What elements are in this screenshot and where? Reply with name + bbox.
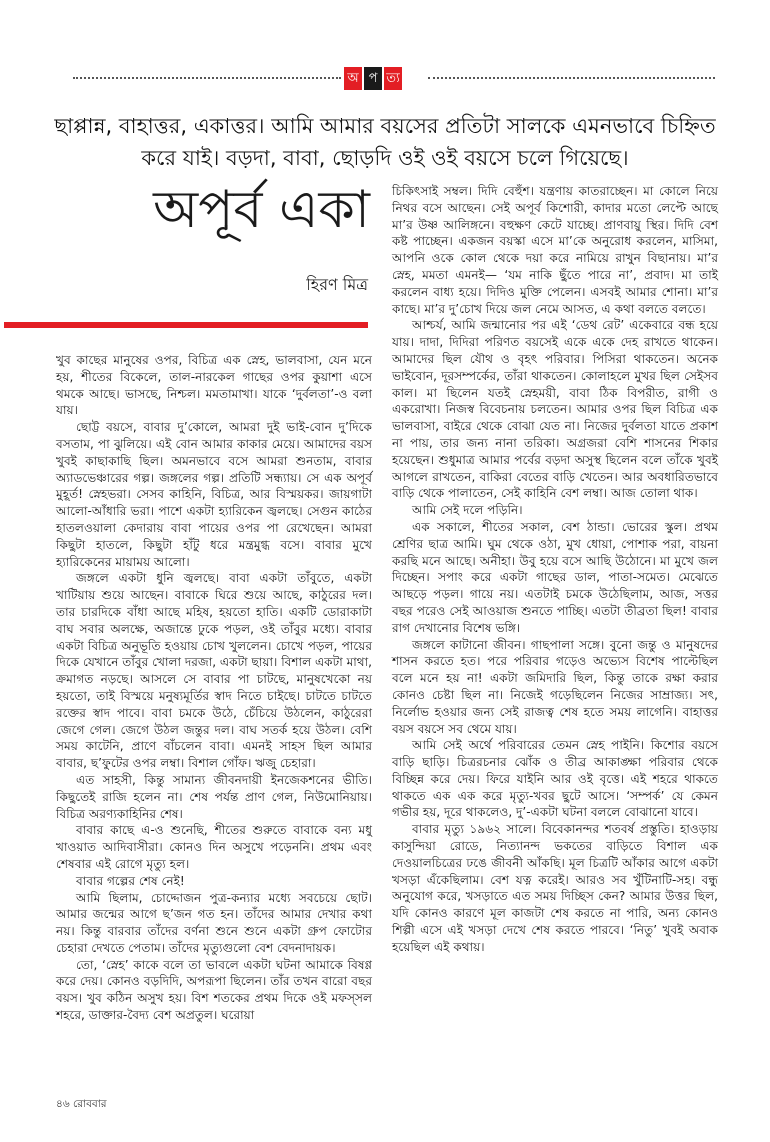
paragraph: আমি সেই অর্থে পরিবারের তেমন স্নেহ পাইনি। কিশোর বয়সে বাড়ি ছাড়ি। চিত্ররচনার ঝোঁক ও তীব্র আকাঙ্ক্ষা পরিবার থেকে বিচ্ছিন্ন করে দেয়। ফিরে যাইনি আর ওই বৃত্তে। এই শহরে থাকতে থাকতে এক এক করে মৃত্যু-খবর ছুটে আসে। ‘সম্পর্ক’ যে কেমন গভীর হয়, দূরে থাকলেও, দু’-একটা ঘটনা বললে বোঝানো যাবে। bbox=[392, 738, 718, 820]
page-footer bbox=[56, 1097, 107, 1114]
paragraph: তো, ‘স্নেহ’ কাকে বলে তা ভাবলে একটা ঘটনা আমাকে বিষণ্ণ করে দেয়। কোনও বড়দিদি, অপরূপা ছিলেন। তাঁর তখন বারো বছর বয়স। খুব কঠিন অসুখ হয়। বিশ শতকের প্রথম দিকে ওই মফস্‌সল শহরে, ডাক্তার-বৈদ্য বেশ অপ্রতুল। ঘরোয়া bbox=[56, 957, 372, 1023]
paragraph: বাবার গল্পের শেষ নেই! bbox=[76, 873, 185, 888]
right-column bbox=[392, 183, 718, 956]
section-tag-letter: অ bbox=[344, 67, 362, 90]
dotted-divider-right bbox=[428, 77, 715, 79]
article-title: অপূর্ব একা bbox=[153, 180, 370, 240]
section-tag-letter: ত্য bbox=[384, 67, 402, 90]
paragraph: এত সাহসী, কিন্তু সামান্য জীবনদায়ী ইনজেকশনের ভীতি। কিছুতেই রাজি হলেন না। শেষ পর্যন্ত প্রাণ গেল, নিউমোনিয়ায়। বিচিত্র অরণ্যকাহিনির শেষ। bbox=[56, 772, 372, 821]
paragraph: খুব কাছের মানুষের ওপর, বিচিত্র এক স্নেহ, ভালবাসা, যেন মনে হয়, শীতের বিকেলে, তাল-নারকেল গাছের ওপর কুয়াশা এসে থমকে আছে। ভাসছে, নিশ্চল। মমতামাখা। যাকে ‘দুর্বলতা’-ও বলা যায়। bbox=[56, 353, 372, 418]
left-column bbox=[56, 352, 372, 1024]
paragraph: ছোট্ট বয়সে, বাবার দু’কোলে, আমরা দুই ভাই-বোন দু’দিকে বসতাম, পা ঝুলিয়ে। এই বোন আমার কাকার মেয়ে। আমাদের বয়স খুবই কাছাকাছি ছিল। অমনভাবে বসে আমরা শুনতাম, বাবার অ্যাডভেঞ্চারের গল্প। জঙ্গলের গল্প। প্রতিটি সন্ধ্যায়। সে এক অপূর্ব মুহূর্ত! স্নেহভরা। সেসব কাহিনি, বিচিত্র, আর বিস্ময়কর। জায়গাটা আলো-আঁধারি ভরা। পাশে একটা হ্যারিকেন জ্বলছে। সেগুন কাঠের হাতলওয়ালা কেদারায় বাবা পায়ের ওপর পা রেখেছেন। আমরা কিছুটা হাতলে, কিছুটা হাঁটু ধরে মন্ত্রমুগ্ধ বসে। বাবার মুখে হ্যারিকেনের মায়াময় আলো। bbox=[56, 420, 372, 569]
publication-name: রোববার bbox=[72, 1098, 107, 1110]
paragraph: বাবার কাছে এ-ও শুনেছি, শীতের শুরুতে বাবাকে বন্য মধু খাওয়াত আদিবাসীরা। কোনও দিন অসুখে পড়েননি। প্রথম এবং শেষবার এই রোগে মৃত্যু হল। bbox=[56, 823, 372, 871]
paragraph: আমি সেই দলে পড়িনি। bbox=[412, 503, 523, 518]
author-byline: হিরণ মিত্র bbox=[306, 275, 368, 294]
lead-quote: ছাপ্পান্ন, বাহাত্তর, একাত্তর। আমি আমার বয়সের প্রতিটা সালকে এমনভাবে চিহ্নিত করে যাই। বড়দা, বাবা, ছোড়দি ওই ওই বয়সে চলে গিয়েছে। bbox=[54, 114, 716, 170]
page-number: ৪৬ bbox=[56, 1098, 70, 1110]
paragraph: জঙ্গলে কাটানো জীবন। গাছপালা সঙ্গে। বুনো জন্তু ও মানুষদের শাসন করতে হত। পরে পরিবার গড়েও অভ্যেস বিশেষ পাল্টেছিল বলে মনে হয় না! একটা জমিদারি ছিল, কিন্তু তাকে রক্ষা করার কোনও চেষ্টা ছিল না। নিজেই গড়েছিলেন নিজের সাম্রাজ্য। সৎ, নির্লোভ হওয়ার জন্য সেই রাজত্ব শেষ হতে সময় লাগেনি। বাহাত্তর বয়স বয়সে সব থেমে যায়। bbox=[392, 637, 718, 736]
section-tag-letter: প bbox=[364, 67, 382, 90]
paragraph: আমি ছিলাম, চোদ্দোজন পুত্র-কন্যার মধ্যে সবচেয়ে ছোট। আমার জন্মের আগে ছ’জন গত হন। তাঁদের আমার দেখার কথা নয়। কিন্তু বারবার তাঁদের বর্ণনা শুনে শুনে একটা গ্রুপ ফোটোর চেহারা দেখতে পেতাম। তাঁদের মৃত্যুগুলো বেশ বেদনাদায়ক। bbox=[56, 890, 372, 955]
paragraph: চিকিৎসাই সম্বল। দিদি বেহুঁশ। যন্ত্রণায় কাতরাচ্ছেন। মা কোলে নিয়ে নিথর বসে আছেন। সেই অপূর্ব কিশোরী, কাদার মতো লেপ্টে আছে মা’র উষ্ণ আলিঙ্গনে। বহুক্ষণ কেটে যাচ্ছে। প্রাণবায়ু স্থির। দিদি বেশ কষ্ট পাচ্ছেন। একজন বয়স্কা এসে মা’কে অনুরোধ করলেন, মাসিমা, আপনি ওকে কোল থেকে দয়া করে নামিয়ে রাখুন বিছানায়। মা’র স্নেহ, মমতা এমনই— ‘যম নাকি ছুঁতে পারে না’, প্রবাদ। মা তাই করলেন বাধ্য হয়ে। দিদিও মুক্তি পেলেন। এসবই আমার শোনা। মা’র কাছে। মা’র দু’চোখ দিয়ে জল নেমে আসত, এ কথা বলতে বলতে। bbox=[392, 184, 718, 316]
paragraph: জঙ্গলে একটা ধুনি জ্বলছে। বাবা একটা তাঁবুতে, একটা খাটিয়ায় শুয়ে আছেন। বাবাকে ঘিরে শুয়ে আছে, কাঠুরের দল। তার চারদিকে বাঁধা আছে মহিষ, হয়তো হাতি। একটি ডোরাকাটা বাঘ সবার অলক্ষে, অজান্তে ঢুকে পড়ল, ওই তাঁবুর মধ্যে। বাবার একটা বিচিত্র অনুভূতি হওয়ায় চোখ খুললেন। চোখে পড়ল, পায়ের দিকে যেখানে তাঁবুর খোলা দরজা, একটা ছায়া। বিশাল একটা মাথা, ক্রমাগত নড়ছে। আসলে সে বাবার পা চাটছে, মানুষখেকো নয় হয়তো, তাই বিস্ময়ে মনুষ্যমূর্তির স্বাদ নিতে চাইছে। চাটতে চাটতে রক্তের স্বাদ পাবে। বাবা চমকে উঠে, চেঁচিয়ে উঠলেন, কাঠুরেরা জেগে গেল। জেগে উঠল জন্তুর দল। বাঘ সতর্ক হয়ে উঠল। বেশি সময় কাটেনি, প্রাণে বাঁচলেন বাবা। এমনই সাহস ছিল আমার বাবার, ছ’ফুটের ওপর লম্বা। বিশাল গোঁফ। ঋজু চেহারা। bbox=[56, 571, 372, 771]
paragraph: আশ্চর্য, আমি জন্মানোর পর এই ‘ডেথ রেট’ একেবারে বন্ধ হয়ে যায়। দাদা, দিদিরা পরিণত বয়সেই একে একে দেহ রাখতে থাকেন। আমাদের ছিল যৌথ ও বৃহৎ পরিবার। পিসিরা থাকতেন। অনেক ভাইবোন, দূরসম্পর্কের, তাঁরা থাকতেন। কোলাহলে মুখর ছিল সেইসব কাল। মা ছিলেন যতই স্নেহময়ী, বাবা ঠিক বিপরীত, রাগী ও একরোখা। নিজস্ব বিবেচনায় চলতেন। আমার ওপর ছিল বিচিত্র এক ভালবাসা, বাইরে থেকে বোঝা যেত না। নিজের দুর্বলতা যাতে প্রকাশ না পায়, তার জন্য নানা তরিকা। অগ্রজরা বেশি শাসনের শিকার হয়েছেন। শুধুমাত্র আমার পর্বের বড়দা অসুস্থ ছিলেন বলে তাঁকে খুবই আগলে রাখতেন, বাকিরা বেতের বাড়ি খেতেন। আর অবধারিতভাবে বাড়ি থেকে পালাতেন, সেই কাহিনি বেশ লম্বা। আজ তোলা থাক। bbox=[392, 318, 718, 501]
section-tag bbox=[344, 67, 402, 90]
dotted-divider-left bbox=[73, 77, 341, 79]
paragraph: এক সকালে, শীতের সকাল, বেশ ঠান্ডা। ভোরের স্কুল। প্রথম শ্রেণির ছাত্র আমি। ঘুম থেকে ওঠা, মুখ ধোয়া, পোশাক পরা, বায়না করছি মনে আছে। অনীহা। উবু হয়ে বসে আছি উঠোনে। মা মুখে জল দিচ্ছেন। সপাং করে একটা গাছের ডাল, পাতা-সমেত। মেঝেতে আছড়ে পড়ল। গায়ে নয়। এতটাই চমকে উঠেছিলাম, আজ, সত্তর বছর পরেও সেই আওয়াজ শুনতে পাচ্ছি। এতটা তীব্রতা ছিল! বাবার রাগ দেখানোর বিশেষ ভঙ্গি। bbox=[392, 519, 718, 635]
red-divider bbox=[4, 322, 368, 328]
paragraph: বাবার মৃত্যু ১৯৬২ সালে। বিবেকানন্দর শতবর্ষ প্রস্তুতি। হাওড়ায় কাসুন্দিয়া রোডে, নিত্যানন্দ ভকতের বাড়িতে বিশাল এক দেওয়ালচিত্রের ঢঙে জীবনী আঁকছি। মূল চিত্রটি আঁকার আগে একটা খসড়া এঁকেছিলাম। বেশ যত্ন করেই। আরও সব খুঁটিনাটি-সহ। বন্ধু অনুযোগ করে, খসড়াতে এত সময় দিচ্ছিস কেন? আমার উত্তর ছিল, যদি কোনও কারণে মূল কাজটা শেষ করতে না পারি, অন্য কোনও শিল্পী এসে এই খসড়া দেখে শেষ করতে পারবে। ‘নিতু’ খুবই অবাক হয়েছিল এই কথায়। bbox=[392, 822, 718, 954]
